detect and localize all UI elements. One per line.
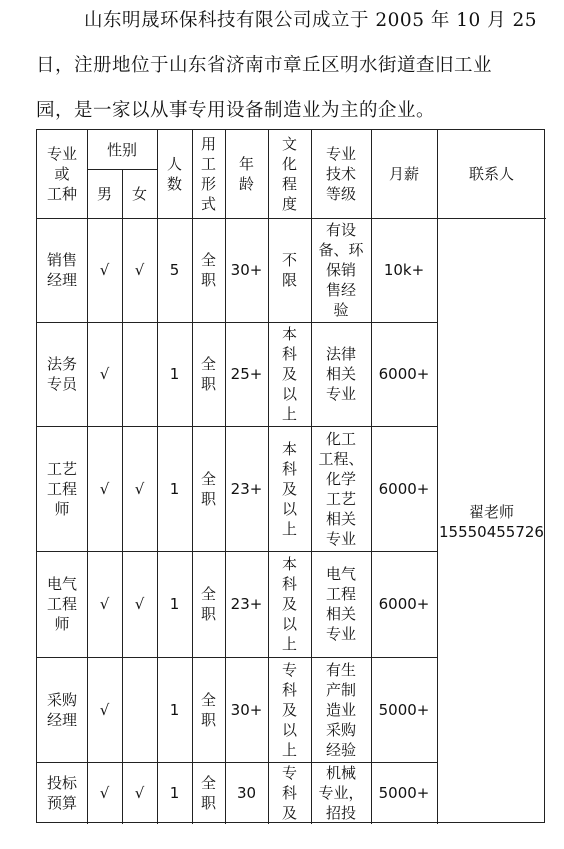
header-employment-type [192, 130, 225, 218]
row-male-check [87, 218, 122, 322]
row-female-check [122, 657, 157, 762]
row-employment-type [192, 762, 225, 824]
header-salary-text: 月薪 [388, 165, 419, 183]
row-skill-level [311, 762, 371, 824]
row-female-check [122, 551, 157, 657]
contact-name: 翟老师 [468, 503, 514, 521]
row-employment-type [192, 322, 225, 426]
row-female-check [122, 426, 157, 551]
header-male-text: 男 [96, 184, 112, 203]
row-male-check [87, 657, 122, 762]
header-position-text: 专业 或 工种 [46, 145, 77, 203]
header-female-text: 女 [131, 184, 147, 203]
row-position [37, 426, 87, 551]
row-male-check [87, 322, 122, 426]
row-age [225, 657, 268, 762]
row-count-text: 1 [169, 595, 180, 613]
row-employment-type-text: 全 职 [200, 690, 216, 729]
row-count-text: 1 [169, 365, 180, 383]
header-contact [437, 130, 546, 218]
recruitment-table [36, 129, 545, 823]
row-count [157, 551, 192, 657]
row-skill-level [311, 322, 371, 426]
row-age-text: 23+ [230, 595, 263, 613]
header-employment-type-text: 用 工 形 式 [200, 135, 216, 213]
row-employment-type-text: 全 职 [200, 585, 216, 623]
row-count-text: 1 [169, 784, 180, 802]
row-position-text: 法务 专员 [46, 355, 77, 393]
row-age [225, 551, 268, 657]
row-salary-text: 6000+ [378, 595, 430, 613]
row-skill-level-text: 电气 工程 相关 专业 [325, 565, 356, 643]
row-employment-type-text: 全 职 [200, 355, 216, 393]
row-count-text: 5 [169, 261, 180, 279]
row-skill-level [311, 218, 371, 322]
row-education [268, 551, 311, 657]
intro-line-2: 日，注册地位于山东省济南市章丘区明水街道查旧工业 [36, 55, 493, 76]
row-employment-type-text: 全 职 [200, 251, 216, 289]
header-salary [371, 130, 437, 218]
row-male-check [87, 762, 122, 824]
row-education [268, 657, 311, 762]
row-employment-type-text: 全 职 [200, 469, 216, 508]
intro-line-1: 山东明晟环保科技有限公司成立于 2005 年 10 月 25 [84, 10, 538, 31]
row-skill-level-text: 化工 工程、 化学 工艺 相关 专业 [318, 429, 364, 548]
row-male-check-text: √ [99, 595, 110, 613]
row-education-text: 本 科 及 以 上 [281, 325, 297, 423]
header-education-text: 文 化 程 度 [281, 135, 297, 213]
row-count [157, 657, 192, 762]
row-female-check [122, 762, 157, 824]
row-employment-type [192, 426, 225, 551]
row-age [225, 322, 268, 426]
row-male-check-text: √ [99, 479, 110, 498]
row-count [157, 426, 192, 551]
row-male-check [87, 551, 122, 657]
row-salary [371, 657, 437, 762]
row-position [37, 762, 87, 824]
row-education-text: 专 科 及 以 上 [281, 660, 297, 759]
header-gender-text: 性别 [106, 140, 137, 159]
header-skill-level-text: 专业 技术 等级 [325, 145, 356, 203]
row-count [157, 762, 192, 824]
row-female-check-text: √ [134, 261, 145, 279]
row-count [157, 322, 192, 426]
row-position [37, 551, 87, 657]
row-employment-type-text: 全 职 [200, 774, 216, 812]
row-position-text: 投标 预算 [46, 774, 77, 812]
row-age-text: 30+ [230, 261, 263, 279]
row-employment-type [192, 218, 225, 322]
row-salary-text: 5000+ [378, 784, 430, 802]
row-age [225, 426, 268, 551]
row-age-text: 30 [236, 784, 257, 802]
row-skill-level-text: 有设 备、环 保销 售经 验 [318, 221, 364, 319]
row-education-text: 专 科 及 [281, 764, 297, 822]
row-male-check [87, 426, 122, 551]
row-salary-text: 6000+ [378, 479, 430, 498]
row-education [268, 426, 311, 551]
row-female-check-text: √ [134, 595, 145, 613]
row-position-text: 工艺 工程 师 [46, 459, 77, 518]
row-employment-type [192, 657, 225, 762]
row-count-text: 1 [169, 700, 180, 719]
row-salary-text: 5000+ [378, 700, 430, 719]
row-salary [371, 322, 437, 426]
row-count [157, 218, 192, 322]
row-position [37, 218, 87, 322]
row-education-text: 不 限 [281, 251, 297, 289]
row-age [225, 218, 268, 322]
row-count-text: 1 [169, 479, 180, 498]
row-employment-type [192, 551, 225, 657]
row-position [37, 322, 87, 426]
row-skill-level-text: 有生 产制 造业 采购 经验 [325, 660, 356, 759]
row-female-check [122, 218, 157, 322]
row-male-check-text: √ [99, 700, 110, 719]
row-male-check-text: √ [99, 365, 110, 383]
row-education [268, 218, 311, 322]
row-education-text: 本 科 及 以 上 [281, 439, 297, 538]
header-education [268, 130, 311, 218]
intro-line-3: 园，是一家以从事专用设备制造业为主的企业。 [36, 100, 436, 121]
row-female-check-text: √ [134, 479, 145, 498]
header-age [225, 130, 268, 218]
row-age-text: 25+ [230, 365, 263, 383]
row-skill-level-text: 机械 专业， 招投 [318, 764, 364, 822]
row-salary [371, 218, 437, 322]
header-position [37, 130, 87, 218]
row-position-text: 销售 经理 [46, 251, 77, 289]
row-salary [371, 426, 437, 551]
row-position-text: 采购 经理 [46, 690, 77, 729]
row-salary-text: 6000+ [378, 365, 430, 383]
row-female-check-text: √ [134, 784, 145, 802]
row-male-check-text: √ [99, 784, 110, 802]
header-age-text: 年 龄 [238, 155, 254, 193]
header-male [87, 169, 122, 218]
header-skill-level [311, 130, 371, 218]
row-skill-level-text: 法律 相关 专业 [325, 345, 356, 403]
header-female [122, 169, 157, 218]
header-gender [87, 130, 157, 169]
row-salary [371, 551, 437, 657]
contact-cell [437, 218, 546, 824]
row-age-text: 23+ [230, 479, 263, 498]
header-count [157, 130, 192, 218]
row-skill-level [311, 551, 371, 657]
row-education-text: 本 科 及 以 上 [281, 555, 297, 653]
row-salary-text: 10k+ [383, 261, 425, 279]
contact-phone: 15550455726 [439, 523, 544, 541]
row-female-check [122, 322, 157, 426]
row-salary [371, 762, 437, 824]
row-position-text: 电气 工程 师 [46, 575, 77, 633]
row-male-check-text: √ [99, 261, 110, 279]
row-skill-level [311, 426, 371, 551]
contact-info [439, 502, 544, 542]
row-skill-level [311, 657, 371, 762]
row-position [37, 657, 87, 762]
header-contact-text: 联系人 [468, 165, 514, 183]
row-education [268, 762, 311, 824]
row-age-text: 30+ [230, 700, 263, 719]
row-education [268, 322, 311, 426]
row-age [225, 762, 268, 824]
header-count-text: 人 数 [166, 155, 182, 193]
